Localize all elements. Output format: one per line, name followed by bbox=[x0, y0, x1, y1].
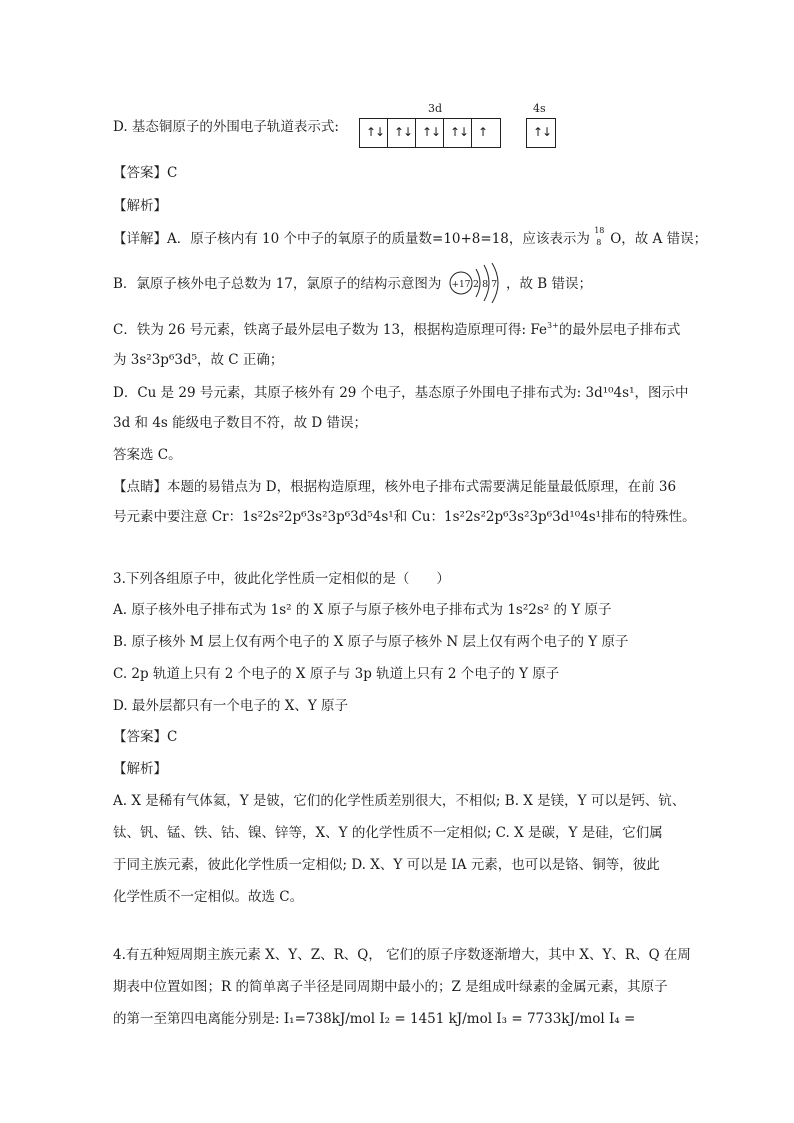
spin-down-arrow: ↓ bbox=[542, 125, 553, 139]
q2-detail-b: B．氯原子核外电子总数为 17，氯原子的结构示意图为 bbox=[113, 276, 442, 292]
q3-analysis-3: 于同主族元素，彼此化学性质一定相似; D. X、Y 可以是 IA 元素，也可以是铬、铜等，彼此 bbox=[113, 857, 660, 873]
q2-detail-d1: D．Cu 是 29 号元素，其原子核外有 29 个电子，基态原子外围电子排布式为: 3d¹⁰4s¹，图示中 bbox=[113, 385, 689, 401]
q2-conclusion: 答案选 C。 bbox=[113, 447, 182, 463]
spin-up-arrow: ↑ bbox=[394, 125, 405, 139]
orbital-box bbox=[360, 119, 388, 147]
orbital-box bbox=[416, 119, 444, 147]
spin-up-arrow: ↑ bbox=[422, 125, 433, 139]
q2-detail-a: 【详解】A．原子核内有 10 个中子的氧原子的质量数=10+8=18，应该表示为 18 8 O，故 A 错误； bbox=[113, 226, 708, 247]
q3-analysis-1: A. X 是稀有气体氦，Y 是铍，它们的化学性质差别很大，不相似; B. X 是镁，Y 可以是钙、钪、 bbox=[113, 793, 686, 809]
q2-detail-b-end: ，故 B 错误； bbox=[506, 276, 593, 292]
electron-shells: 2 8 7 bbox=[473, 279, 498, 290]
spin-up-arrow: ↑ bbox=[450, 125, 461, 139]
q3-analysis-2: 钛、钒、锰、铁、钴、镍、锌等，X、Y 的化学性质不一定相似; C. X 是碳，Y 是硅，它们属 bbox=[113, 825, 663, 841]
q3-option-b: B. 原子核外 M 层上仅有两个电子的 X 原子与原子核外 N 层上仅有两个电子的 Y 原子 bbox=[113, 634, 629, 650]
q2-option-d: D. 基态铜原子的外围电子轨道表示式: bbox=[113, 119, 339, 135]
q2-detail-c1: C．铁为 26 号元素，铁离子最外层电子数为 13，根据构造原理可得: $Fe^{3+}$的最外层电子排布式 bbox=[113, 321, 681, 338]
q3-analysis-4: 化学性质不一定相似。故选 C。 bbox=[113, 889, 304, 905]
q4-stem-2: 期表中位置如图；R 的简单离子半径是同周期中最小的；Z 是组成叶绿素的金属元素，其原子 bbox=[113, 979, 668, 995]
q2-detail-c2: 为 3s²3p⁶3d⁵，故 C 正确； bbox=[113, 352, 284, 368]
orbital-box bbox=[388, 119, 416, 147]
q3-stem: 3.下列各组原子中，彼此化学性质一定相似的是（ ） bbox=[113, 571, 450, 587]
q2-tip-1: 【点睛】本题的易错点为 D，根据构造原理，核外电子排布式需要满足能量最低原理，在前 36 bbox=[113, 479, 677, 495]
q3-option-d: D. 最外层都只有一个电子的 X、Y 原子 bbox=[113, 698, 349, 714]
q3-answer: 【答案】C bbox=[113, 729, 178, 745]
q2-analysis-tag: 【解析】 bbox=[113, 198, 167, 214]
spin-up-arrow: ↑ bbox=[533, 125, 544, 139]
spin-up-arrow: ↑ bbox=[478, 125, 489, 139]
orbital-label-3d: 3d bbox=[428, 102, 443, 115]
spin-down-arrow: ↓ bbox=[459, 125, 470, 139]
q4-stem-1: 4.有五种短周期主族元素 X、Y、Z、R、Q， 它们的原子序数逐渐增大，其中 X、Y、R、Q 在周 bbox=[113, 947, 691, 963]
spin-down-arrow: ↓ bbox=[403, 125, 414, 139]
q3-option-a: A. 原子核外电子排布式为 1s² 的 X 原子与原子核外电子排布式为 1s²2s² 的 Y 原子 bbox=[113, 602, 612, 618]
nucleus-charge: +17 bbox=[451, 280, 471, 290]
spin-down-arrow: ↓ bbox=[375, 125, 386, 139]
q3-analysis-tag: 【解析】 bbox=[113, 761, 167, 777]
orbital-4s-group bbox=[526, 118, 556, 148]
orbital-box bbox=[527, 119, 555, 147]
orbital-label-4s: 4s bbox=[533, 102, 546, 115]
orbital-box bbox=[472, 119, 500, 147]
orbital-box bbox=[444, 119, 472, 147]
q2-detail-d2: 3d 和 4s 能级电子数目不符，故 D 错误； bbox=[113, 415, 368, 431]
orbital-3d-group bbox=[359, 118, 501, 148]
q2-tip-2: 号元素中要注意 Cr：1s²2s²2p⁶3s²3p⁶3d⁵4s¹和 Cu：1s²2s²2p⁶3s²3p⁶3d¹⁰4s¹排布的特殊性。 bbox=[113, 509, 696, 525]
q4-stem-3: 的第一至第四电离能分别是: I₁=738kJ/mol I₂ = 1451 kJ/mol I₃ = 7733kJ/mol I₄ = bbox=[113, 1011, 636, 1027]
q3-option-c: C. 2p 轨道上只有 2 个电子的 X 原子与 3p 轨道上只有 2 个电子的 Y 原子 bbox=[113, 666, 560, 682]
spin-down-arrow: ↓ bbox=[431, 125, 442, 139]
spin-up-arrow: ↑ bbox=[366, 125, 377, 139]
q2-answer: 【答案】C bbox=[113, 165, 178, 181]
